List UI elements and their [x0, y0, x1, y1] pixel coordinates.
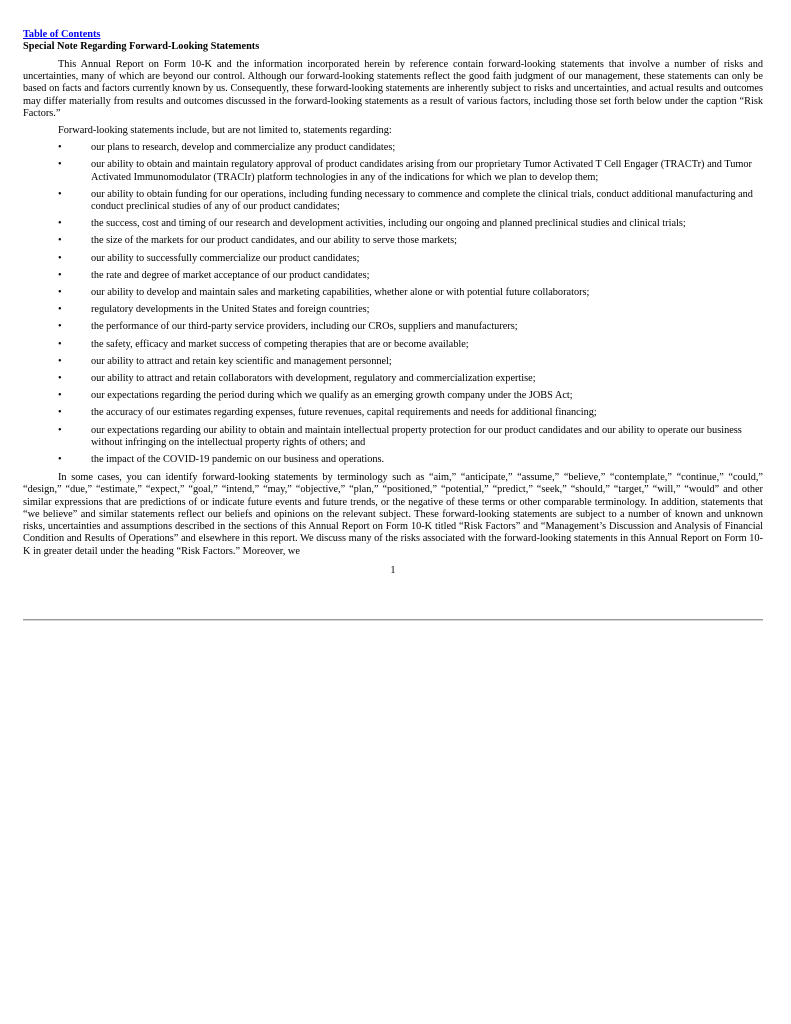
list-item: [23, 159, 763, 183]
bullet-icon: •: [58, 424, 62, 436]
list-item: [23, 425, 763, 449]
list-item-text: our ability to successfully commercialize our product candidates;: [91, 252, 360, 264]
intro-paragraph: This Annual Report on Form 10-K and the information incorporated herein by reference contain forward-looking statements that involve a number of risks and uncertainties, many of which are beyond our control. Although our forward-looking statements reflect the good faith judgment of our management, these statements can only be based on facts and factors currently known by us. Consequently, these forward-looking statements are inherently subject to risks and uncertainties, and actual results and outcomes may differ materially from results and outcomes discussed in the forward-looking statements as a result of various factors, including those set forth below under the caption “Risk Factors.”: [23, 59, 763, 119]
list-item: [23, 304, 763, 316]
bullet-icon: •: [58, 287, 62, 299]
bullet-icon: •: [58, 338, 62, 350]
bullet-icon: •: [58, 188, 62, 200]
list-item-text: the size of the markets for our product candidates, and our ability to serve those markets;: [91, 235, 457, 247]
bullet-icon: •: [58, 355, 62, 367]
list-item-text: the rate and degree of market acceptance of our product candidates;: [91, 269, 370, 281]
section-title: Special Note Regarding Forward-Looking Statements: [23, 41, 260, 52]
list-item: [23, 321, 763, 333]
bullet-icon: •: [58, 321, 62, 333]
list-item-text: our ability to develop and maintain sales and marketing capabilities, whether alone or with potential future collaborators;: [91, 287, 590, 299]
forward-looking-list: [23, 142, 763, 466]
bullet-icon: •: [58, 142, 62, 154]
list-item: [23, 339, 763, 351]
bullet-icon: •: [58, 235, 62, 247]
list-item: [23, 454, 763, 466]
list-item-text: the performance of our third-party service providers, including our CROs, suppliers and manufacturers;: [91, 321, 518, 333]
list-item-text: the accuracy of our estimates regarding expenses, future revenues, capital requirements and needs for additional financing;: [91, 407, 597, 419]
list-item: [23, 407, 763, 419]
bullet-icon: •: [58, 373, 62, 385]
list-intro: Forward-looking statements include, but are not limited to, statements regarding:: [58, 125, 392, 137]
list-item-text: our ability to obtain funding for our operations, including funding necessary to commence and complete the clinical trials, conduct additional manufacturing and conduct preclinical studies of any of our product candidates;: [91, 188, 753, 213]
bullet-icon: •: [58, 304, 62, 316]
list-item: [23, 253, 763, 265]
table-of-contents-link[interactable]: Table of Contents: [23, 29, 101, 40]
page-divider: [23, 619, 763, 621]
list-item: [23, 287, 763, 299]
bullet-icon: •: [58, 269, 62, 281]
list-item-text: the impact of the COVID-19 pandemic on our business and operations.: [91, 454, 385, 466]
list-item-text: regulatory developments in the United States and foreign countries;: [91, 304, 370, 316]
list-item-text: our ability to attract and retain collaborators with development, regulatory and commercialization expertise;: [91, 373, 536, 385]
list-item: [23, 218, 763, 230]
bullet-icon: •: [58, 252, 62, 264]
list-item-text: the safety, efficacy and market success of competing therapies that are or become available;: [91, 338, 469, 350]
list-item-text: our expectations regarding the period during which we qualify as an emerging growth company under the JOBS Act;: [91, 390, 573, 402]
list-item-text: our ability to obtain and maintain regulatory approval of product candidates arising from our proprietary Tumor Activated T Cell Engager (TRACTr) and Tumor Activated Immunomodulator (TRACIr) platform technologies in any of the indications for which we plan to develop them;: [91, 159, 752, 183]
list-item-text: our expectations regarding our ability to obtain and maintain intellectual property protection for our product candidates and our ability to operate our business without infringing on the intellectual property rights of others; and: [91, 424, 742, 448]
list-item-text: our plans to research, develop and commercialize any product candidates;: [91, 142, 396, 154]
list-item: [23, 270, 763, 282]
bullet-icon: •: [58, 159, 62, 171]
list-item: [23, 390, 763, 402]
list-item: [23, 142, 763, 154]
list-item: [23, 189, 763, 213]
bullet-icon: •: [58, 407, 62, 419]
closing-paragraph: In some cases, you can identify forward-looking statements by terminology such as “aim,” “anticipate,” “assume,” “believe,” “contemplate,” “continue,” “could,” “design,” “due,” “estimate,” “expect,” “goal,” “intend,” “may,” “objective,” “plan,” “positioned,” “potential,” “predict,” “seek,” “should,” “target,” “will,” “would” and other similar expressions that are predictions of or indicate future events and future trends, or the negative of these terms or other comparable terminology. In addition, statements that “we believe” and similar statements reflect our beliefs and opinions on the relevant subject. These forward-looking statements are subject to a number of known and unknown risks, uncertainties and assumptions described in the sections of this Annual Report on Form 10-K titled “Risk Factors” and “Management’s Discussion and Analysis of Financial Condition and Results of Operations” and elsewhere in this report. We discuss many of the risks associated with the forward-looking statements in this Annual Report on Form 10-K in greater detail under the heading “Risk Factors.” Moreover, we: [23, 472, 763, 557]
page-number: 1: [390, 564, 396, 576]
list-item-text: the success, cost and timing of our research and development activities, including our ongoing and planned preclinical studies and clinical trials;: [91, 218, 686, 230]
list-item: [23, 373, 763, 385]
list-item: [23, 356, 763, 368]
document-page: [23, 29, 763, 577]
list-item-text: our ability to attract and retain key scientific and management personnel;: [91, 355, 392, 367]
bullet-icon: •: [58, 454, 62, 466]
bullet-icon: •: [58, 390, 62, 402]
list-item: [23, 235, 763, 247]
bullet-icon: •: [58, 218, 62, 230]
